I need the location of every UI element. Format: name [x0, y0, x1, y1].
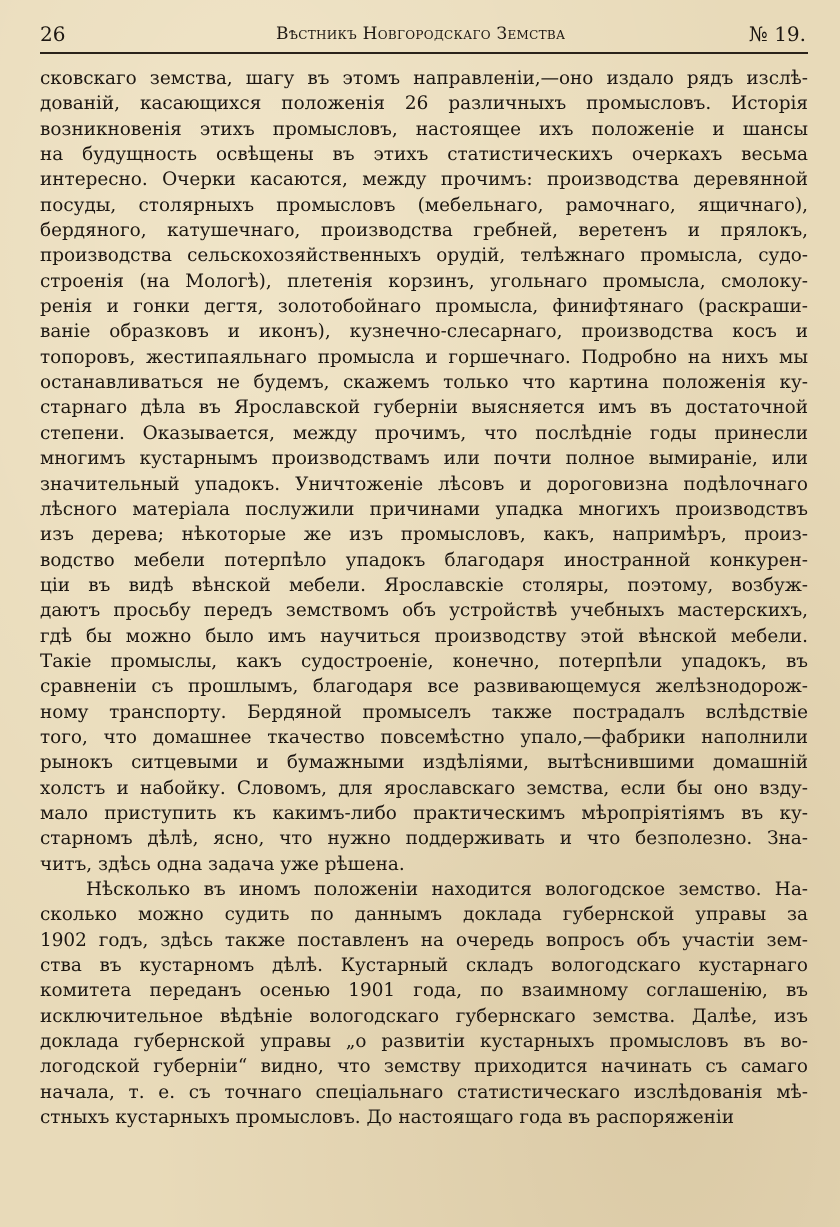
text-line: сравненіи съ прошлымъ, благодаря все развивающемуся желѣзнодорож- — [40, 676, 808, 698]
text-line: сколько можно судить по даннымъ доклада губернской управы за — [40, 904, 808, 926]
issue-number: № 19. — [748, 22, 806, 46]
text-line: производства сельскохозяйственныхъ орудій, телѣжнаго промысла, судо- — [40, 245, 808, 267]
text-line: строенія (на Мологѣ), плетенія корзинъ, угольнаго промысла, смолоку- — [40, 270, 808, 292]
text-line: холстъ и набойку. Словомъ, для ярославскаго земства, если бы оно взду- — [40, 777, 808, 799]
text-line: на будущность освѣщены въ этихъ статистическихъ очеркахъ весьма — [40, 144, 808, 166]
text-line: многимъ кустарнымъ производствамъ или почти полное вымираніе, или — [40, 448, 808, 470]
text-line: Такіе промыслы, какъ судостроеніе, конечно, потерпѣли упадокъ, въ — [40, 650, 808, 672]
text-line: сковскаго земства, шагу въ этомъ направленіи,—оно издало рядъ изслѣ- — [40, 68, 808, 89]
text-line: 1902 годъ, здѣсь также поставленъ на очередь вопросъ объ участіи зем- — [40, 929, 808, 951]
running-title: Вѣстникъ Новгородскаго Земства — [276, 24, 566, 44]
text-line: ства въ кустарномъ дѣлѣ. Кустарный складъ вологодскаго кустарнаго — [40, 955, 808, 977]
text-line: рынокъ ситцевыми и бумажными издѣліями, вытѣснившими домашній — [40, 752, 808, 774]
text-line: гдѣ бы можно было имъ научиться производству этой вѣнской мебели. — [40, 625, 808, 647]
text-line: водство мебели потерпѣло упадокъ благодаря иностранной конкурен- — [40, 549, 808, 571]
text-line: мало приступить къ какимъ-либо практическимъ мѣропріятіямъ въ ку- — [40, 802, 808, 824]
text-line: бердяного, катушечнаго, производства гребней, веретенъ и прялокъ, — [40, 220, 808, 242]
text-line: топоровъ, жестипаяльнаго промысла и горшечнаго. Подробно на нихъ мы — [40, 346, 808, 368]
text-line: Нѣсколько въ иномъ положеніи находится вологодское земство. На- — [86, 879, 808, 900]
text-line: останавливаться не будемъ, скажемъ только что картина положенія ку- — [40, 372, 808, 394]
text-line: посуды, столярныхъ промысловъ (мебельнаго, рамочнаго, ящичнаго), — [40, 194, 808, 216]
text-line: старнаго дѣла въ Ярославской губерніи выясняется имъ въ достаточной — [40, 397, 808, 419]
text-line: доклада губернской управы „о развитіи кустарныхъ промысловъ въ во- — [40, 1031, 808, 1053]
text-line: значительный упадокъ. Уничтоженіе лѣсовъ и дороговизна подѣлочнаго — [40, 473, 808, 495]
text-line: комитета переданъ осенью 1901 года, по взаимному соглашенію, въ — [40, 980, 808, 1002]
text-line: логодской губерніи“ видно, что земству приходится начинать съ самаго — [40, 1056, 808, 1078]
text-line: ваніе образковъ и иконъ), кузнечно-слесарнаго, производства косъ и — [40, 321, 808, 343]
text-line: ренія и гонки дегтя, золотобойнаго промысла, финифтянаго (раскраши- — [40, 296, 808, 318]
article-body — [40, 66, 808, 1130]
text-line: изъ дерева; нѣкоторые же изъ промысловъ, какъ, напримѣръ, произ- — [40, 524, 808, 546]
header-rule — [40, 52, 808, 54]
text-line: даютъ просьбу передъ земствомъ объ устройствѣ учебныхъ мастерскихъ, — [40, 600, 808, 622]
text-line: ному транспорту. Бердяной промыселъ также пострадалъ вслѣдствіе — [40, 701, 808, 723]
paragraph — [40, 66, 808, 877]
paragraph — [40, 877, 808, 1130]
text-line: степени. Оказывается, между прочимъ, что послѣдніе годы принесли — [40, 422, 808, 444]
text-line: возникновенія этихъ промысловъ, настоящее ихъ положеніе и шансы — [40, 118, 808, 140]
text-line: стныхъ кустарныхъ промысловъ. До настоящаго года въ распоряженіи — [40, 1107, 735, 1129]
text-line: интересно. Очерки касаются, между прочимъ: производства деревянной — [40, 169, 808, 191]
text-line: того, что домашнее ткачество повсемѣстно упало,—фабрики наполнили — [40, 726, 808, 748]
text-line: старномъ дѣлѣ, ясно, что нужно поддерживать и что безполезно. Зна- — [40, 828, 808, 850]
text-line: лѣсного матеріала послужили причинами упадка многихъ производствъ — [40, 498, 808, 520]
text-line: читъ, здѣсь одна задача уже рѣшена. — [40, 853, 405, 875]
page-number: 26 — [40, 22, 66, 46]
text-line: дованій, касающихся положенія 26 различныхъ промысловъ. Исторія — [40, 93, 808, 115]
page-header — [40, 18, 806, 50]
text-line: ціи въ видѣ вѣнской мебели. Ярославскіе столяры, поэтому, возбуж- — [40, 574, 808, 596]
text-line: начала, т. е. съ точнаго спеціальнаго статистическаго изслѣдованія мѣ- — [40, 1081, 808, 1103]
text-line: исключительное вѣдѣніе вологодскаго губернскаго земства. Далѣе, изъ — [40, 1005, 808, 1027]
